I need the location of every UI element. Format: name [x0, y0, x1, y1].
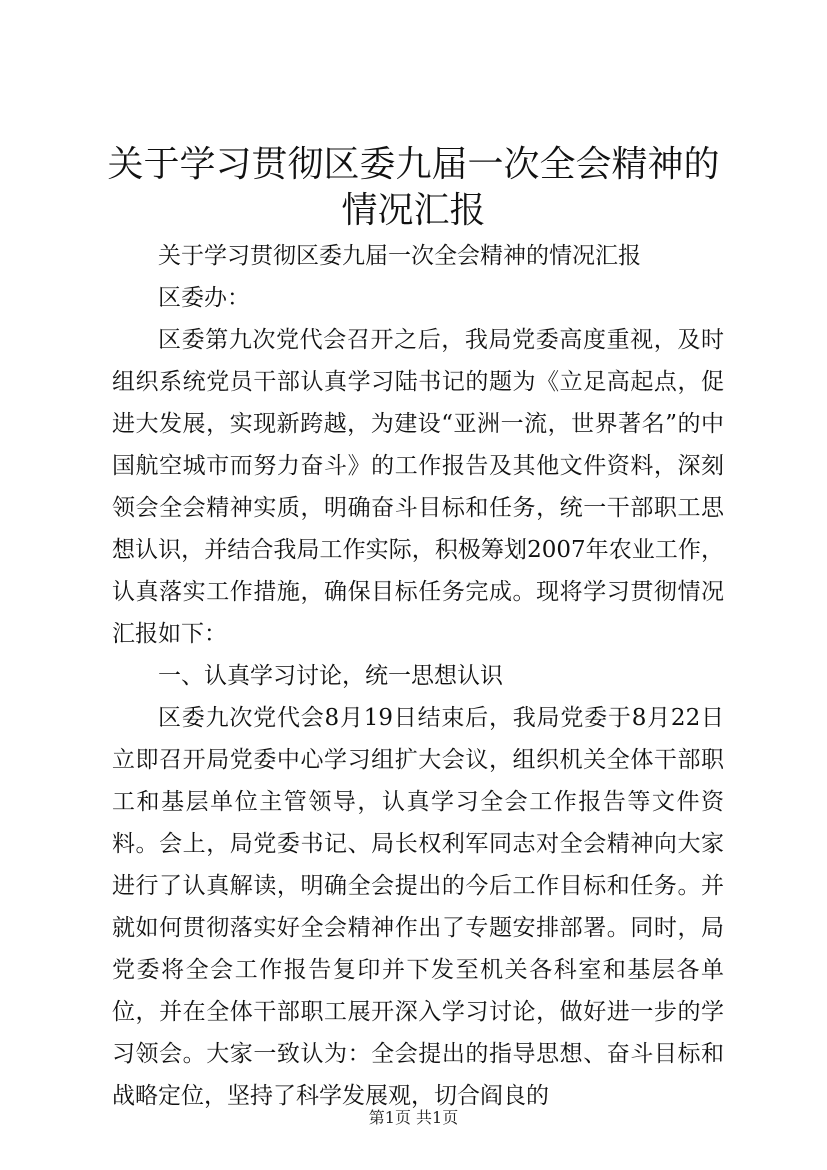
document-title: 关于学习贯彻区委九届一次全会精神的情况汇报 [107, 144, 720, 231]
page-footer: 第1页 共1页 [368, 1108, 459, 1127]
body-paragraph: 区委九次党代会8月19日结束后，我局党委于8月22日立即召开局党委中心学习组扩大会议，组织机关全体干部职工和基层单位主管领导，认真学习全会工作报告等文件资料。会上，局党委书记、局长权利军同志对全会精神向大家进行了认真解读，明确全会提出的今后工作目标和任务。并就如何贯彻落实好全会精神作出了专题安排部署。同时，局党委将全会工作报告复印并下发至机关各科室和基层各单位，并在全体干部职工展开深入学习讨论，做好进一步的学习领会。大家一致认为：全会提出的指导思想、奋斗目标和战略定位，坚持了科学发展观，切合阎良的 [112, 705, 724, 1109]
section-heading: 一、认真学习讨论，统一思想认识 [158, 663, 503, 689]
body-paragraph: 区委第九次党代会召开之后，我局党委高度重视，及时组织系统党员干部认真学习陆书记的题为《立足高起点，促进大发展，实现新跨越，为建设“亚洲一流，世界著名”的中国航空城市而努力奋斗》的工作报告及其他文件资料，深刻领会全会精神实质，明确奋斗目标和任务，统一干部职工思想认识，并结合我局工作实际，积极筹划2007年农业工作，认真落实工作措施，确保目标任务完成。现将学习贯彻情况汇报如下： [112, 327, 724, 647]
document-body [112, 235, 724, 1117]
document-subtitle: 关于学习贯彻区委九届一次全会精神的情况汇报 [158, 243, 641, 269]
addressee-line: 区委办： [158, 285, 250, 311]
